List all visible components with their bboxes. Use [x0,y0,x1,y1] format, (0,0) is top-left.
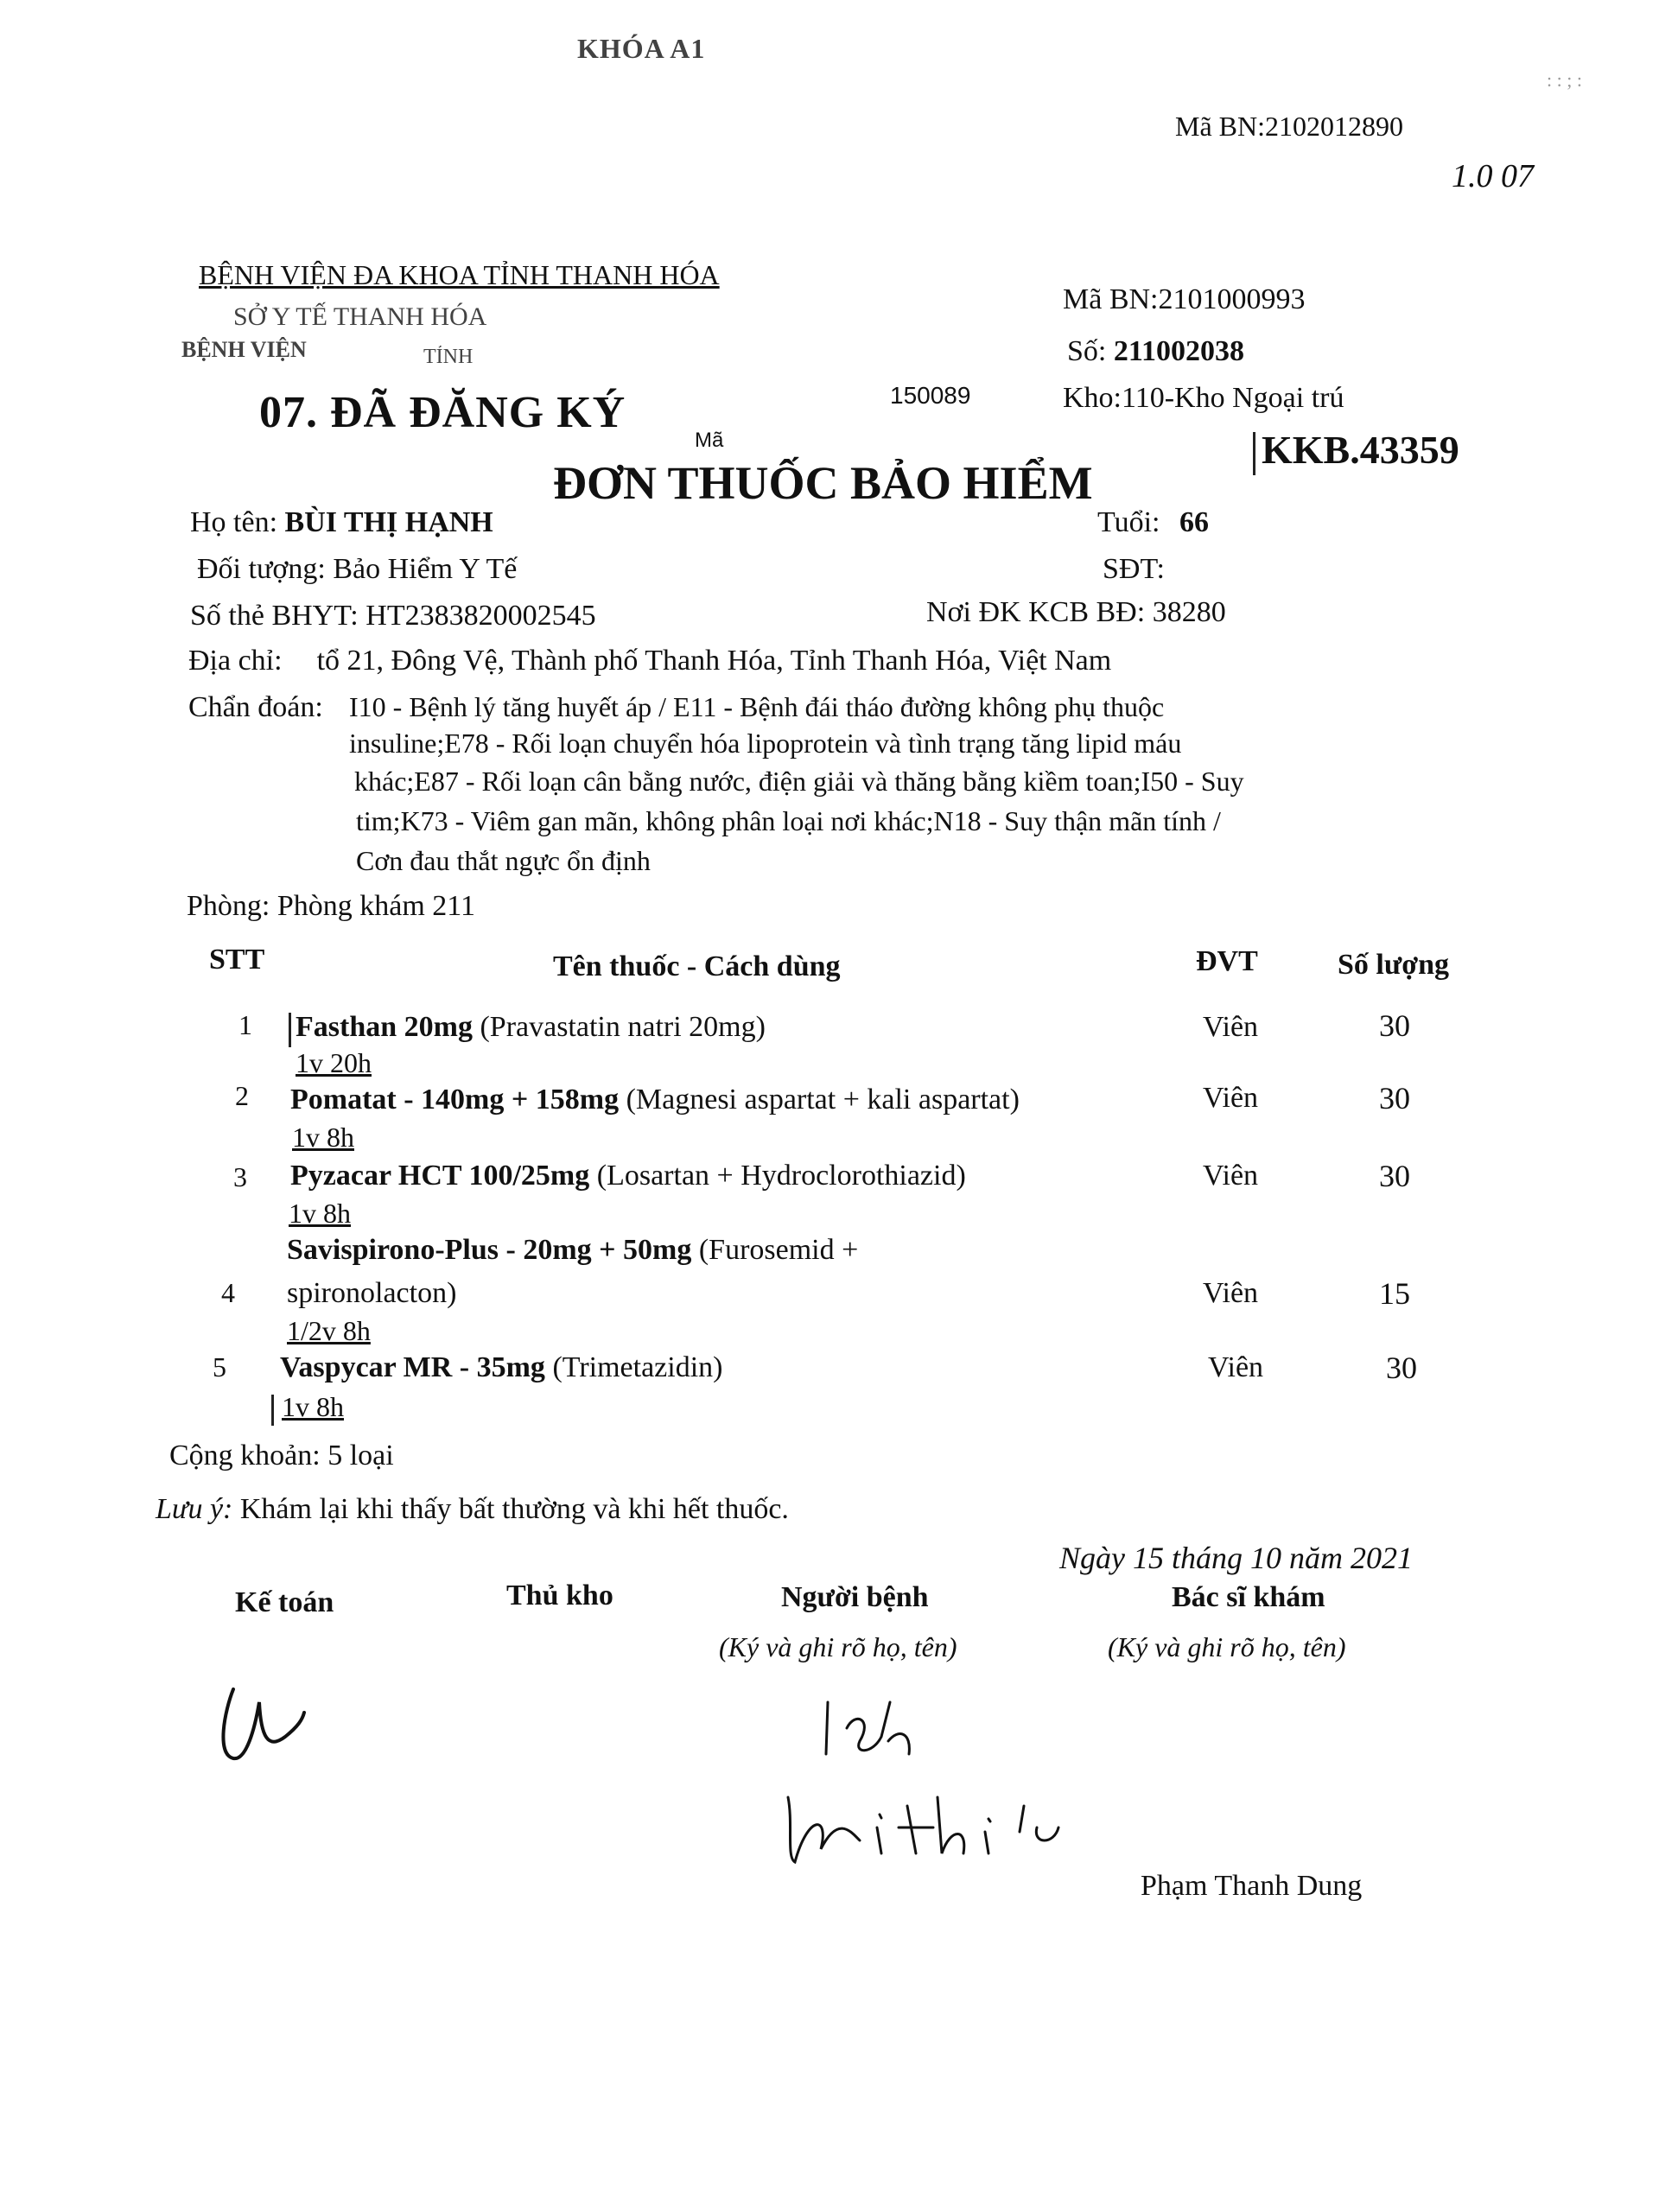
row3-drug [290,1160,966,1192]
diagnosis-line-1: I10 - Bệnh lý tăng huyết áp / E11 - Bệnh đái tháo đường không phụ thuộc [349,691,1165,722]
address-label: Địa chỉ: [188,645,283,677]
row1-stt: 1 [238,1009,252,1040]
row4-drug-desc-2: spironolacton) [287,1277,457,1309]
registration-row [926,596,1226,629]
row5-mark [271,1395,274,1426]
row3-usage: 1v 8h [289,1198,351,1229]
note-row [156,1493,789,1526]
prescription-number [1067,335,1244,368]
row1-drug-desc: (Pravastatin natri 20mg) [472,1011,766,1043]
patient-sign-label: Người bệnh [781,1581,929,1613]
insurance-label: Số thẻ BHYT: [190,600,359,632]
patient-code-top: Mã BN:2102012890 [1175,111,1403,142]
row4-usage: 1/2v 8h [287,1315,371,1346]
stamp-bar [1253,432,1255,475]
row5-usage: 1v 8h [282,1391,344,1422]
accountant-signature [207,1676,328,1780]
row3-drug-desc: (Losartan + Hydroclorothiazid) [589,1160,966,1192]
room-value: Phòng khám 211 [276,890,476,922]
doctor-sign-hint: (Ký và ghi rõ họ, tên) [1108,1631,1346,1662]
category-label: Đối tượng: [197,553,326,585]
patient-category: Bảo Hiểm Y Tế [333,553,518,585]
diagnosis-line-3: khác;E87 - Rối loạn cân bằng nước, điện giải và thăng bằng kiềm toan;I50 - Suy [354,766,1244,797]
patient-age: 66 [1179,506,1209,538]
row3-qty: 30 [1379,1159,1410,1193]
code-number: 150089 [890,382,971,409]
row4-drug [287,1234,858,1267]
stamp-line-1: SỞ Y TẾ THANH HÓA [233,302,487,331]
row1-drug [296,1011,766,1044]
row3-drug-name: Pyzacar HCT 100/25mg [290,1160,590,1192]
room-row [187,890,475,923]
patient-code: Mã BN:2101000993 [1063,283,1306,315]
row4-drug-desc: (Furosemid + [691,1234,859,1266]
stamp-line-2: BỆNH VIỆN [181,337,307,362]
note-label: Lưu ý: [156,1493,233,1525]
row3-unit: Viên [1203,1160,1259,1192]
room-label: Phòng: [187,890,270,922]
row2-unit: Viên [1203,1082,1259,1114]
diagnosis-line-2: insuline;E78 - Rối loạn chuyển hóa lipoprotein và tình trạng tăng lipid máu [349,728,1182,759]
handwritten-number: 1.0 07 [1452,158,1534,194]
stamp-line-3: TỈNH [423,346,474,368]
issue-date: Ngày 15 tháng 10 năm 2021 [1059,1541,1413,1575]
row1-qty: 30 [1379,1008,1410,1043]
registration-label: Nơi ĐK KCB BĐ: [926,596,1146,628]
number-value: 211002038 [1113,335,1244,367]
row1-unit: Viên [1203,1011,1259,1043]
phone-row [1103,553,1165,586]
number-label: Số: [1067,335,1107,367]
row2-drug-desc: (Magnesi aspartat + kali aspartat) [619,1084,1020,1116]
insurance-number: HT2383820002545 [365,600,596,632]
diagnosis-line-4: tim;K73 - Viêm gan mãn, không phân loại nơi khác;N18 - Suy thận mãn tính / [356,805,1221,836]
storekeeper-label: Thủ kho [506,1580,613,1611]
hospital-name: BỆNH VIỆN ĐA KHOA TỈNH THANH HÓA [199,259,720,290]
note-text: Khám lại khi thấy bất thường và khi hết thuốc. [232,1493,789,1525]
row4-unit: Viên [1203,1277,1259,1309]
doctor-label: Bác sĩ khám [1172,1581,1325,1613]
patient-initial-signature [812,1694,950,1771]
corner-mark: : : ; : [1547,69,1582,91]
patient-sign-hint: (Ký và ghi rõ họ, tên) [719,1631,957,1662]
code-label: Mã [695,429,724,452]
warehouse: Kho:110-Kho Ngoại trú [1063,382,1344,414]
row5-stt: 5 [213,1351,226,1382]
row5-drug-desc: (Trimetazidin) [544,1351,723,1383]
kkb-code: KKB.43359 [1262,428,1459,472]
row1-drug-name: Fasthan 20mg [296,1011,473,1043]
header-qty: Số lượng [1338,949,1449,981]
row5-unit: Viên [1208,1351,1264,1383]
row5-qty: 30 [1386,1351,1417,1385]
row2-usage: 1v 8h [292,1122,354,1153]
diagnosis-label: Chẩn đoán: [188,691,323,723]
header-drug-name: Tên thuốc - Cách dùng [553,950,841,982]
row1-usage: 1v 20h [296,1047,372,1078]
row1-mark [289,1013,291,1047]
patient-name-row [190,506,493,539]
age-row [1097,506,1209,539]
ward-stamp: KHÓA A1 [577,33,706,64]
row5-drug [280,1351,722,1384]
document-title: ĐƠN THUỐC BẢO HIỂM [553,457,1093,509]
header-stt: STT [209,944,265,976]
registration-value: 38280 [1152,596,1226,628]
age-label: Tuổi: [1097,506,1160,538]
accountant-label: Kế toán [235,1586,334,1618]
row2-qty: 30 [1379,1081,1410,1116]
total-items: Cộng khoản: 5 loại [169,1440,394,1471]
patient-signature [778,1780,1071,1875]
patient-name: BÙI THỊ HẠNH [284,506,493,538]
registered-stamp: 07. ĐÃ ĐĂNG KÝ [259,388,626,437]
row2-drug-name: Pomatat - 140mg + 158mg [290,1084,620,1116]
address-row [188,645,1111,677]
phone-label: SĐT: [1103,553,1165,585]
row4-qty: 15 [1379,1276,1410,1311]
name-label: Họ tên: [190,506,278,538]
patient-address: tổ 21, Đông Vệ, Thành phố Thanh Hóa, Tỉnh Thanh Hóa, Việt Nam [316,645,1112,677]
row2-stt: 2 [235,1080,249,1111]
row2-drug [290,1084,1020,1116]
row4-drug-name: Savispirono-Plus - 20mg + 50mg [287,1234,692,1266]
row4-stt: 4 [221,1277,235,1308]
category-row [197,553,517,586]
insurance-row [190,600,596,632]
header-unit: ĐVT [1196,945,1258,977]
row5-drug-name: Vaspycar MR - 35mg [280,1351,545,1383]
doctor-name: Phạm Thanh Dung [1141,1870,1363,1902]
row3-stt: 3 [233,1161,247,1192]
diagnosis-line-5: Cơn đau thắt ngực ổn định [356,845,651,876]
